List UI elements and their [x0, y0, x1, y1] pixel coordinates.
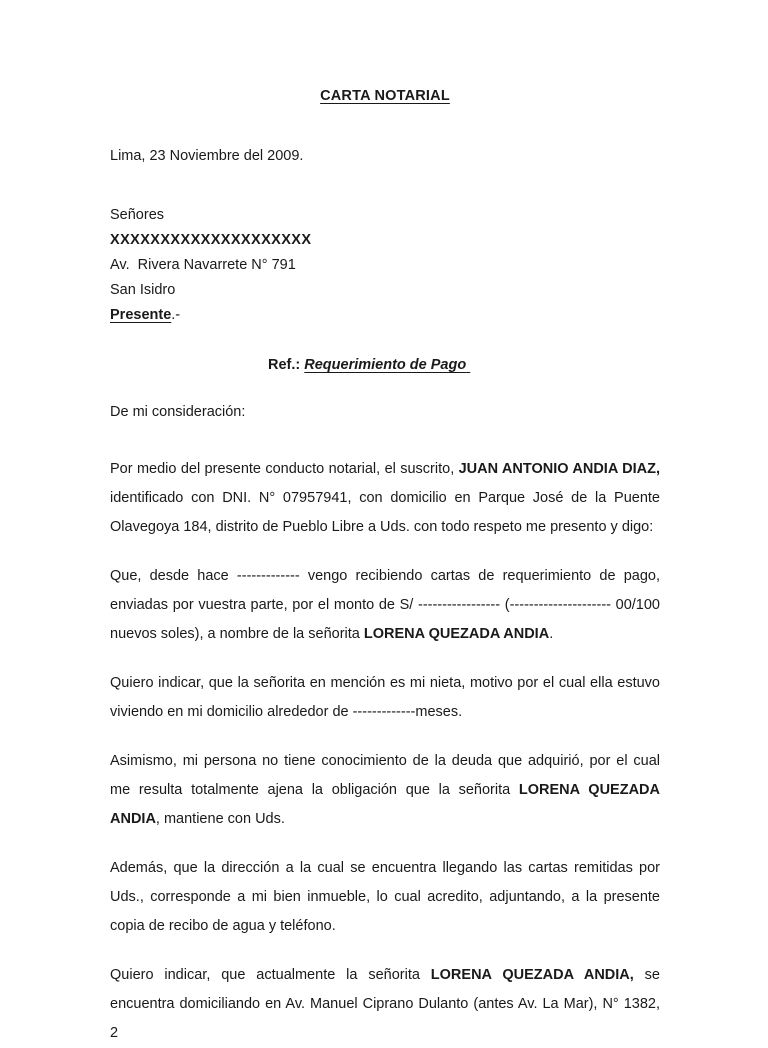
addressee-street: Av. Rivera Navarrete N° 791: [110, 257, 296, 273]
addressee-salutation: Señores: [110, 207, 165, 223]
para-post: identificado con DNI. N° 07957941, con domicilio en Parque José de la Puente Olavegoya 184, distrito de Pueblo Libre a Uds. con todo respeto me presento y digo:: [110, 490, 660, 535]
reference-line: [110, 353, 660, 378]
greeting-line: De mi consideración:: [110, 404, 246, 420]
paragraph-p3-nieta: [110, 669, 660, 727]
addressee-company: XXXXXXXXXXXXXXXXXXXX: [110, 232, 312, 248]
reference-subject: Requerimiento de Pago: [304, 357, 467, 373]
para-pre: Asimismo, mi persona no tiene conocimiento de la deuda que adquirió, por el cual me resulta totalmente ajena la obligación que la señorita: [110, 753, 660, 798]
para-bold: LORENA QUEZADA ANDIA: [363, 626, 550, 642]
reference-label: Ref.:: [268, 357, 301, 373]
document-body: [110, 0, 660, 1048]
para-pre: Quiero indicar, que la señorita en mención es mi nieta, motivo por el cual ella estuvo viviendo en mi domicilio alrededor de -------------meses.: [110, 675, 660, 720]
present-suffix: .-: [171, 307, 181, 323]
page-title: [110, 0, 660, 104]
paragraph-p6-domicilio-actual: [110, 961, 660, 1048]
paragraph-p5-direccion-inmueble: [110, 854, 660, 941]
para-bold: LORENA QUEZADA ANDIA,: [430, 967, 634, 983]
para-bold: JUAN ANTONIO ANDIA DIAZ,: [458, 461, 660, 477]
paragraph-p4-desconocimiento-deuda: [110, 747, 660, 834]
para-pre: Que, desde hace ------------- vengo recibiendo cartas de requerimiento de pago, enviadas por vuestra parte, por el monto de S/ ----------------- (--------------------- 00/100 nuevos soles), a nombre de la señorita: [110, 568, 660, 642]
para-bold: LORENA QUEZADA ANDIA: [110, 782, 660, 827]
addressee-present: [110, 303, 660, 328]
para-pre: Quiero indicar, que actualmente la señorita: [110, 967, 431, 983]
page-title-text: CARTA NOTARIAL: [320, 88, 450, 104]
present-label: Presente: [110, 307, 172, 323]
date-line: Lima, 23 Noviembre del 2009.: [110, 148, 304, 164]
para-pre: Además, que la dirección a la cual se encuentra llegando las cartas remitidas por Uds., corresponde a mi bien inmueble, lo cual acredito, adjuntando, a la presente copia de recibo de agua y teléfono.: [110, 860, 660, 934]
para-pre: Por medio del presente conducto notarial, el suscrito,: [110, 461, 459, 477]
para-post: , mantiene con Uds.: [155, 811, 285, 827]
para-post: .: [549, 626, 554, 642]
addressee-district: San Isidro: [110, 282, 176, 298]
addressee-block: [110, 203, 660, 328]
paragraph-p2-cartas-requerimiento: [110, 562, 660, 649]
paragraph-p1-presentacion: [110, 455, 660, 542]
para-post: se encuentra domiciliando en Av. Manuel Ciprano Dulanto (antes Av. La Mar), N° 1382, 2: [110, 967, 660, 1041]
